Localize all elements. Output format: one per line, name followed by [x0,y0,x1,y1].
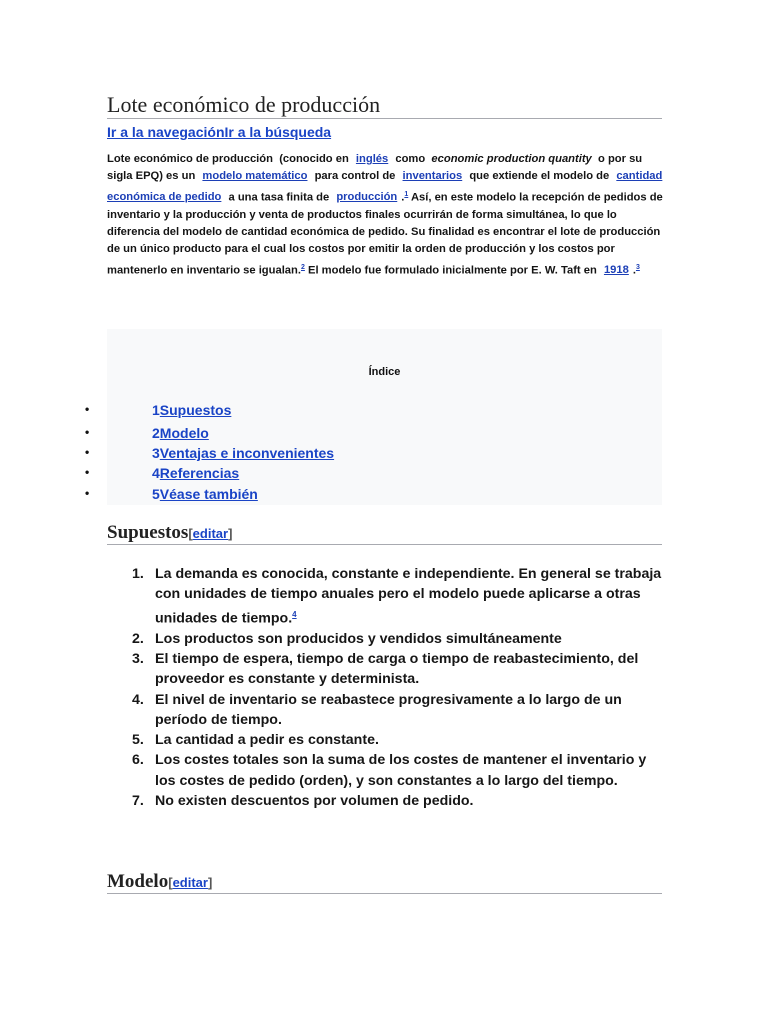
intro-text: . [632,264,636,277]
toc-label[interactable]: Referencias [159,465,240,481]
item-text: La cantidad a pedir es constante. [155,732,379,749]
item-text: La demanda es conocida, constante e independiente. En general se trabaja con unidades de tiempo anuales pero el modelo puede aplicarse a otras unidades de tiempo. [155,566,662,627]
intro-text: (conocido en [279,153,349,165]
jump-links [107,124,331,140]
item-number: 3. [132,650,144,667]
toc-number: 2 [152,425,160,441]
title-divider [107,118,662,119]
intro-text: como [395,153,426,165]
section-heading-modelo [107,871,212,893]
item-text: No existen descuentos por volumen de pedido. [155,793,474,809]
toc-label[interactable]: Véase también [159,486,258,502]
assumptions-list [130,564,670,811]
intro-text: . [401,191,405,204]
intro-paragraph [107,151,663,280]
edit-link[interactable]: editar [172,875,208,890]
section-title: Modelo [107,871,169,892]
intro-text: Lote económico de producción [107,153,273,165]
list-item [130,629,670,649]
edit-section: [editar] [188,526,233,541]
bullet-icon: • [85,402,90,416]
toc-number: 3 [152,445,160,461]
item-number: 7. [132,793,144,809]
intro-italic-term: economic production quantity [431,153,592,165]
toc-number: 5 [152,486,160,502]
item-number: 1. [132,566,144,582]
link-ingles[interactable]: inglés [355,153,389,165]
reference-4[interactable]: 4 [292,609,297,619]
item-text: Los costes totales son la suma de los costes de mantener el inventario y los costes de pedido (orden), y son constantes a lo largo del tiempo. [155,752,647,789]
edit-section: [editar] [168,875,213,890]
list-item [130,730,670,750]
reference-3[interactable]: 3 [635,263,640,271]
list-item [130,690,670,731]
bullet-icon: • [85,486,90,500]
link-produccion[interactable]: producción [336,191,398,204]
item-text: El tiempo de espera, tiempo de carga o tiempo de reabastecimiento, del proveedor es constante y determinista. [155,650,639,688]
section-title: Supuestos [107,522,189,543]
bullet-icon: • [85,425,90,439]
intro-text: El modelo fue formulado inicialmente por E. W. Taft en [304,264,597,277]
item-number: 4. [132,691,144,708]
link-modelo-matematico[interactable]: modelo matemático [202,170,308,183]
item-number: 2. [132,630,144,647]
list-item [130,750,670,791]
toc-number: 4 [152,465,160,481]
toc-label[interactable]: Supuestos [159,402,232,418]
toc-title: Índice [368,366,401,378]
list-item [130,564,670,629]
section-divider [107,893,662,894]
intro-text: para control de [314,170,396,183]
intro-text: o por su sigla EPQ) es un [107,153,643,183]
item-number: 6. [132,752,144,769]
reference-1[interactable]: 1 [404,190,409,198]
toc-number: 1 [152,402,160,418]
bullet-icon: • [85,445,90,459]
bullet-icon: • [85,465,90,479]
link-inventarios[interactable]: inventarios [402,170,463,183]
link-cantidad-economica[interactable]: cantidad económica de pedido [107,170,663,204]
intro-text: a una tasa finita de [228,191,330,204]
item-number: 5. [132,732,144,749]
item-text: Los productos son producidos y vendidos simultáneamente [155,630,562,647]
jump-to-search-link[interactable]: Ir a la búsqueda [224,124,332,140]
jump-to-navigation-link[interactable]: Ir a la navegación [107,124,225,140]
link-1918[interactable]: 1918 [603,264,629,277]
section-divider [107,544,662,545]
intro-text: Así, en este modelo la recepción de pedidos de inventario y la producción y venta de productos finales ocurrirán de forma simultánea, lo que lo diferencia del modelo de cantidad económica de pedido. Su finalidad es encontrar el lote de producción de un único producto para el cual los costos por emitir la orden de producción y los costos por mantenerlo en inventario se igualan. [107,191,663,277]
item-text: El nivel de inventario se reabastece progresivamente a lo largo de un período de tiempo. [155,691,622,728]
reference-2[interactable]: 2 [300,263,305,271]
list-item [130,649,670,690]
page-title: Lote económico de producción [107,92,381,117]
section-heading-supuestos [107,522,232,544]
list-item [130,791,670,811]
edit-link[interactable]: editar [192,526,229,541]
intro-text: que extiende el modelo de [469,170,610,183]
toc-label[interactable]: Ventajas e inconvenientes [159,445,335,461]
toc-label[interactable]: Modelo [159,425,209,441]
